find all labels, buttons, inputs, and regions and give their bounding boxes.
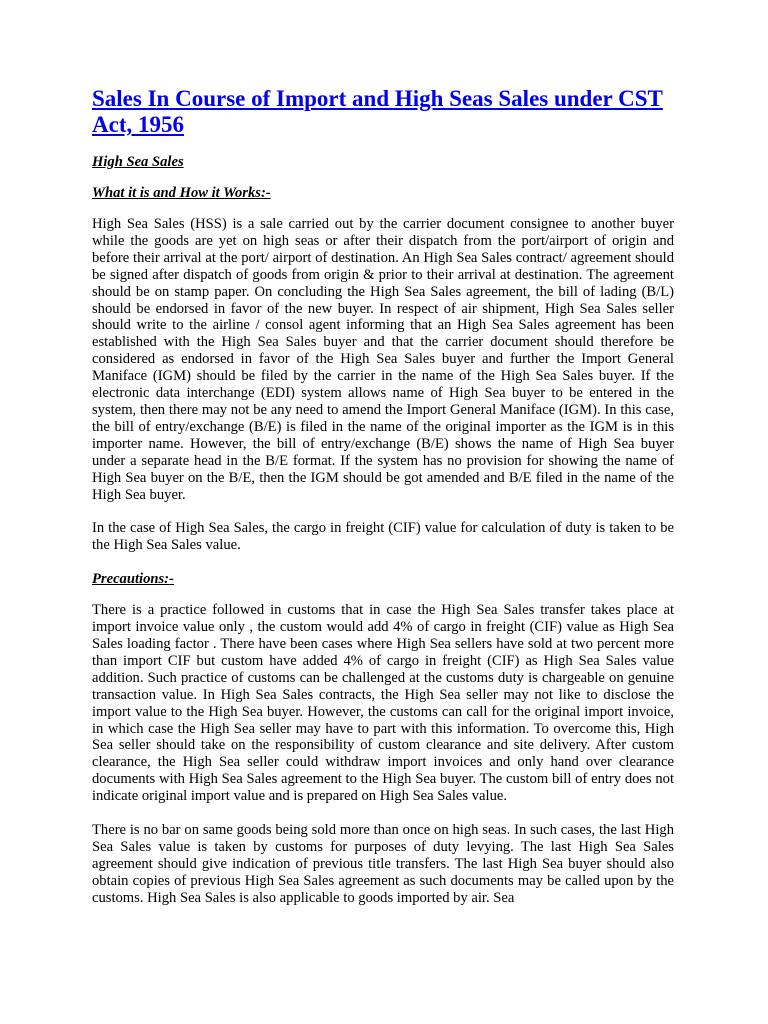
paragraph: High Sea Sales (HSS) is a sale carried out by the carrier document consignee to another buyer while the goods are yet on high seas or after their dispatch from the port/airport of origin and before their arrival at the port/ airport of destination. An High Sea Sales contract/ agreement should be signed after dispatch of goods from origin & prior to their arrival at destination. The agreement should be on stamp paper. On concluding the High Sea Sales agreement, the bill of lading (B/L) should be endorsed in favor of the new buyer. In respect of air shipment, High Sea Sales seller should write to the airline / consol agent informing that an High Sea Sales agreement has been established with the High Sea Sales buyer and that the carrier document should therefore be considered as endorsed in favor of the High Sea Sales buyer and further the Import General Maniface (IGM) should be filed by the carrier in the name of the High Sea Sales buyer. If the electronic data interchange (EDI) system allows name of High Sea buyer to be entered in the system, then there may not be any need to amend the Import General Maniface (IGM). In this case, the bill of entry/exchange (B/E) is filed in the name of the original importer as the IGM is in this importer name. However, the bill of entry/exchange (B/E) shows the name of High Sea buyer under a separate head in the B/E format. If the system has no provision for showing the name of High Sea buyer on the B/E, then the IGM should be got amended and B/E filed in the name of the High Sea buyer. — [92, 216, 674, 503]
document-title[interactable]: Sales In Course of Import and High Seas Sales under CST Act, 1956 — [92, 86, 663, 137]
document-page — [92, 86, 674, 924]
section-heading-what-it-is: What it is and How it Works:- — [92, 185, 271, 201]
paragraph: There is a practice followed in customs that in case the High Sea Sales transfer takes place at import invoice value only , the custom would add 4% of cargo in freight (CIF) value as High Sea Sales loading factor . There have been cases where High Sea sellers have sold at two percent more than import CIF but custom have added 4% of cargo in freight (CIF) as High Sea Sales value addition. Such practice of customs can be challenged at the customs duty is chargeable on genuine transaction value. In High Sea Sales contracts, the High Sea seller may not like to disclose the import value to the High Sea buyer. However, the customs can call for the original import invoice, in which case the High Sea seller may have to part with this information. To overcome this, High Sea seller should take on the responsibility of custom clearance and site delivery. After custom clearance, the High Sea seller could withdraw import invoices and only hand over clearance documents with High Sea Sales agreement to the High Sea buyer. The custom bill of entry does not indicate original import value and is prepared on High Sea Sales value. — [92, 602, 674, 805]
subheading-high-sea-sales: High Sea Sales — [92, 154, 184, 170]
paragraph: In the case of High Sea Sales, the cargo in freight (CIF) value for calculation of duty is taken to be the High Sea Sales value. — [92, 520, 674, 554]
section-heading-precautions: Precautions:- — [92, 571, 174, 588]
paragraph: There is no bar on same goods being sold more than once on high seas. In such cases, the last High Sea Sales value is taken by customs for purposes of duty levying. The last High Sea Sales agreement should give indication of previous title transfers. The last High Sea buyer should also obtain copies of previous High Sea Sales agreement as such documents may be called upon by the customs. High Sea Sales is also applicable to goods imported by air. Sea — [92, 822, 674, 906]
